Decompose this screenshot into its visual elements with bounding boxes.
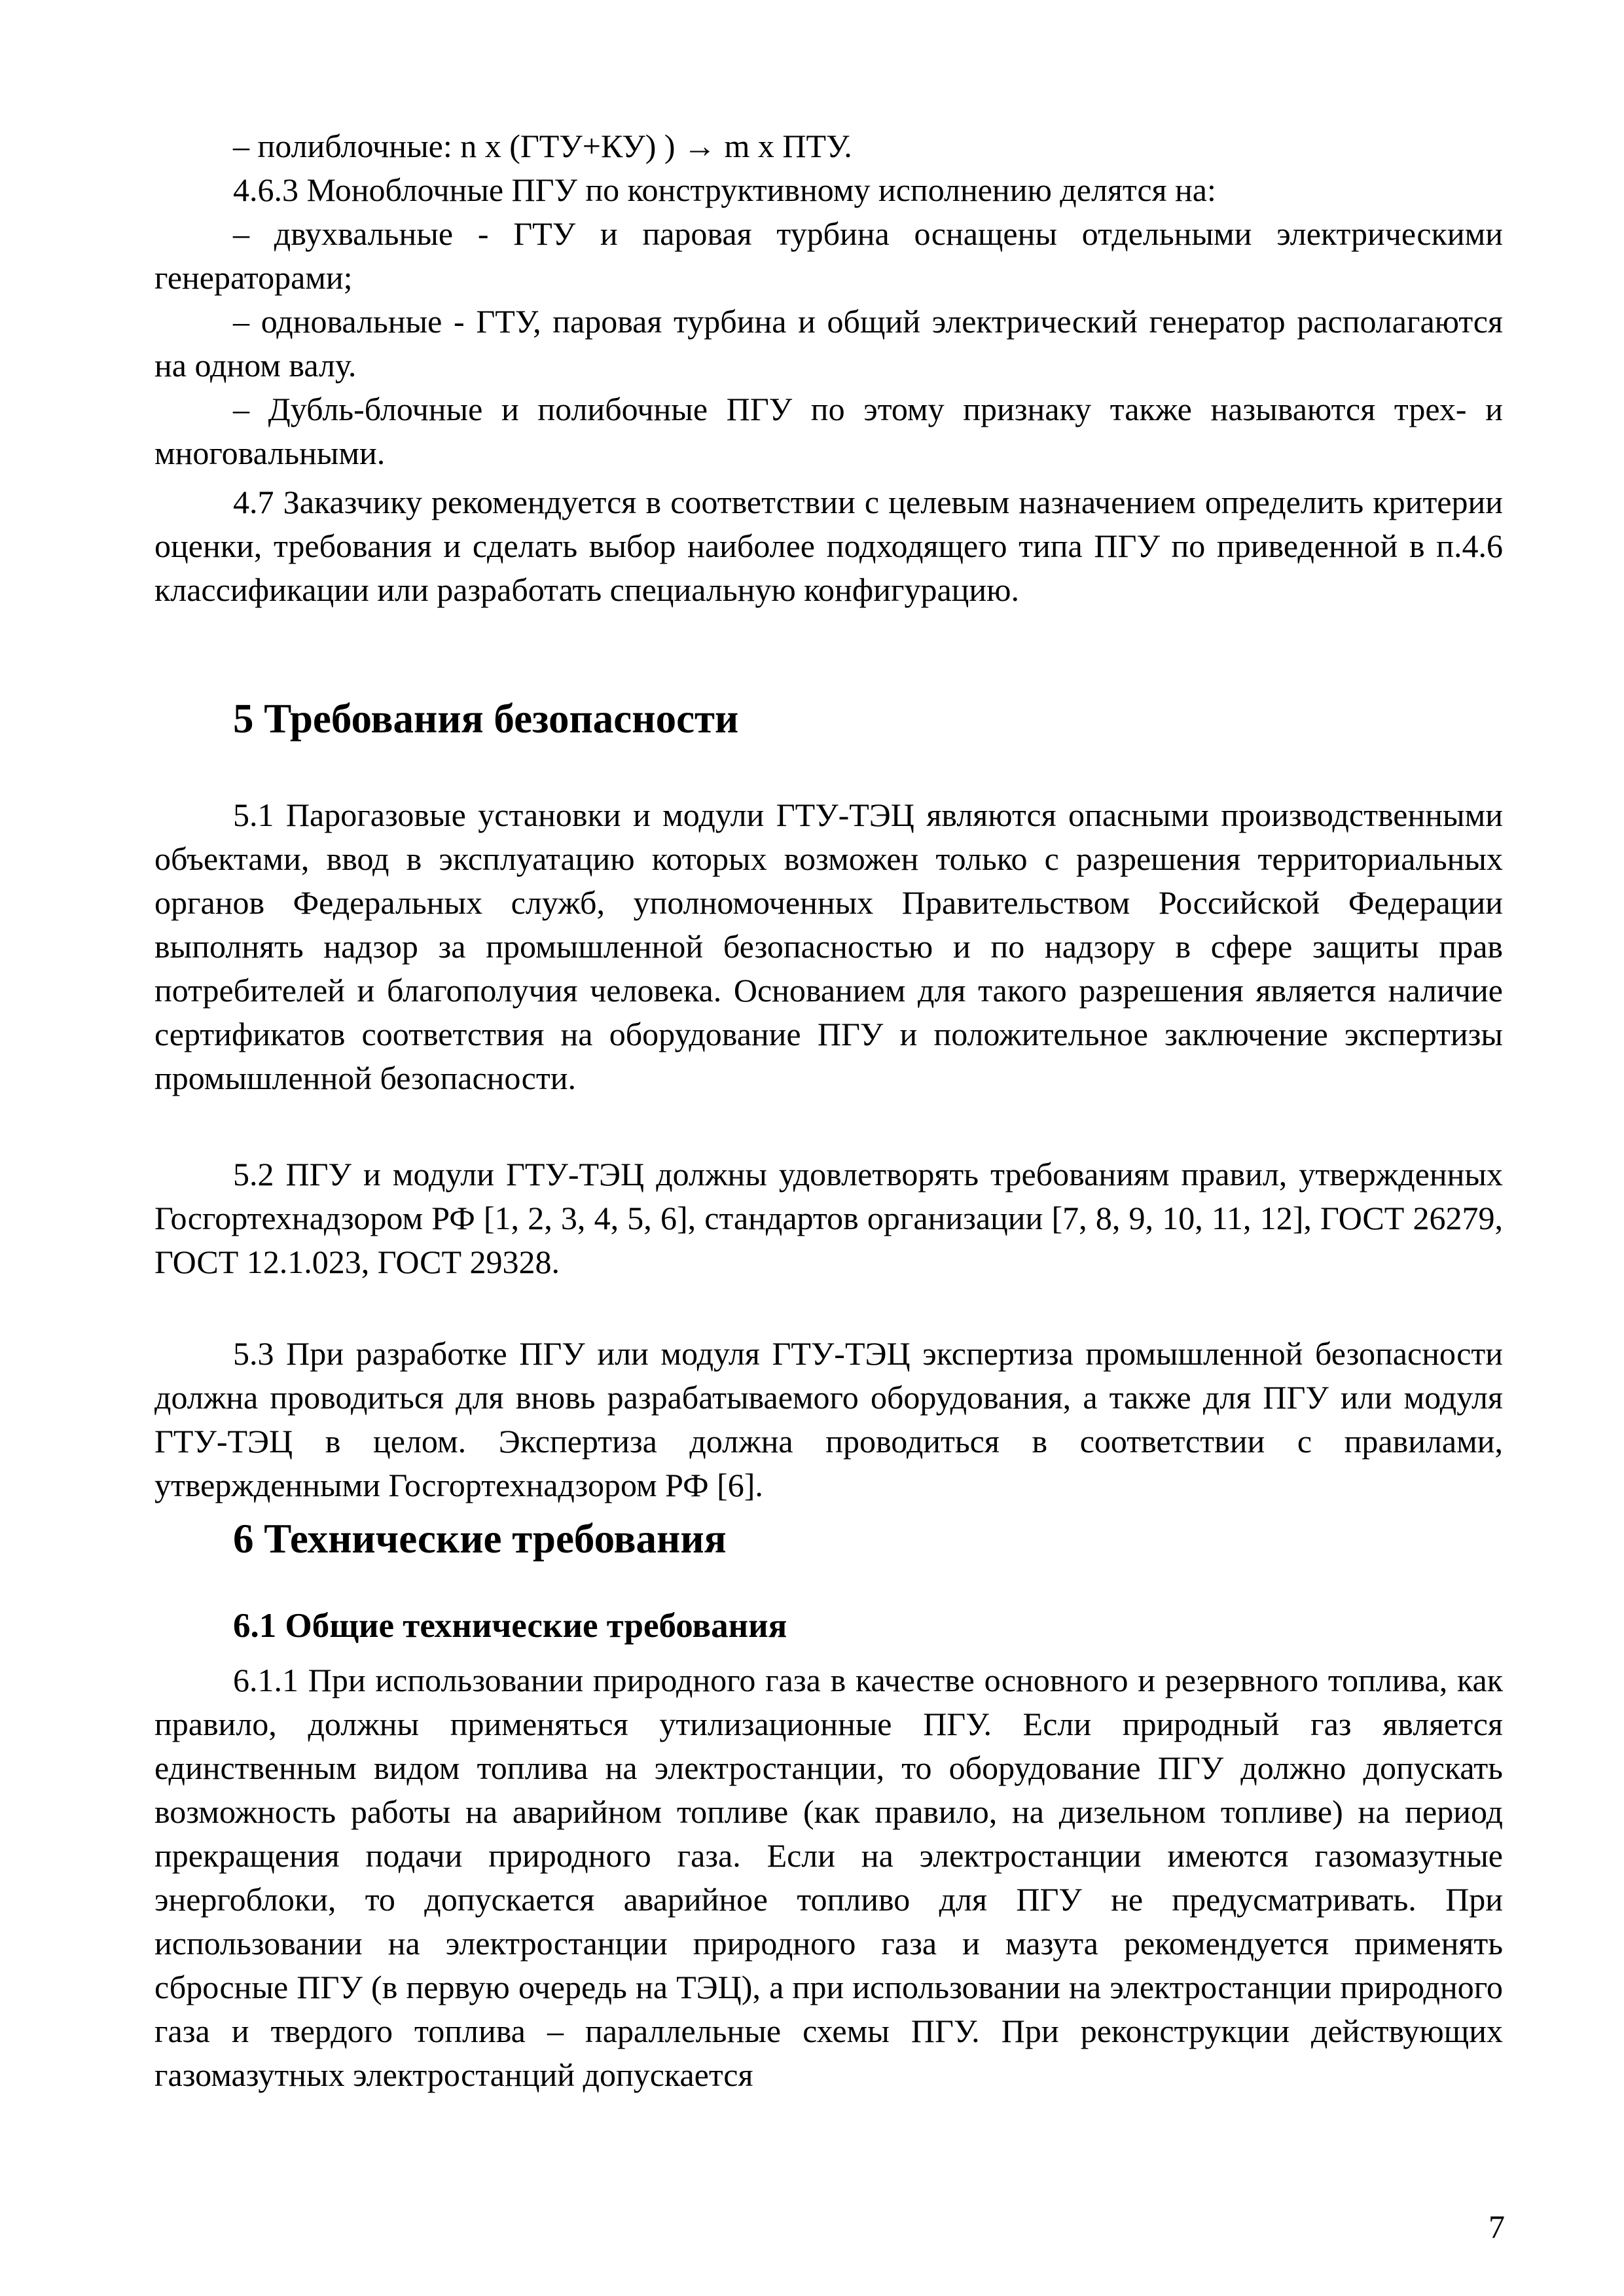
section-heading-5: 5 Требования безопасности	[233, 696, 739, 742]
list-item-single-shaft: – одновальные - ГТУ, паровая турбина и общий электрический генератор располагаются на одном валу.	[154, 303, 1503, 384]
list-item-two-shaft: – двухвальные - ГТУ и паровая турбина оснащены отдельными электрическими генераторами;	[154, 215, 1503, 296]
subsection-heading-6-1: 6.1 Общие технические требования	[233, 1607, 787, 1645]
page-number: 7	[1489, 2208, 1505, 2245]
list-item-double-block: – Дубль-блочные и полибочные ПГУ по этому признаку также называются трех- и многовальными.	[154, 391, 1503, 471]
paragraph-5-2: 5.2 ПГУ и модули ГТУ-ТЭЦ должны удовлетворять требованиям правил, утвержденных Госгортехнадзором РФ [1, 2, 3, 4, 5, 6], стандартов организации [7, 8, 9, 10, 11, 12], ГОСТ 26279, ГОСТ 12.1.023, ГОСТ 29328.	[154, 1156, 1503, 1280]
paragraph-5-1: 5.1 Парогазовые установки и модули ГТУ-ТЭЦ являются опасными производственными объектами, ввод в эксплуатацию которых возможен только с разрешения территориальных органов Федеральных служб, уполномоченных Правительством Российской Федерации выполнять надзор за промышленной безопасностью и по надзору в сфере защиты прав потребителей и благополучия человека. Основанием для такого разрешения является наличие сертификатов соответствия на оборудование ПГУ и положительное заключение экспертизы промышленной безопасности.	[154, 797, 1503, 1096]
paragraph-4-7: 4.7 Заказчику рекомендуется в соответствии с целевым назначением определить критерии оценки, требования и сделать выбор наиболее подходящего типа ПГУ по приведенной в п.4.6 классификации или разработать специальную конфигурацию.	[154, 484, 1503, 608]
paragraph-5-3: 5.3 При разработке ПГУ или модуля ГТУ-ТЭЦ экспертиза промышленной безопасности должна проводиться для вновь разрабатываемого оборудования, а также для ПГУ или модуля ГТУ-ТЭЦ в целом. Экспертиза должна проводиться в соответствии с правилами, утвержденными Госгортехнадзором РФ [6].	[154, 1335, 1503, 1503]
paragraph-6-1-1: 6.1.1 При использовании природного газа в качестве основного и резервного топлива, как правило, должны применяться утилизационные ПГУ. Если природный газ является единственным видом топлива на электростанции, то оборудование ПГУ должно допускать возможность работы на аварийном топливе (как правило, на дизельном топливе) на период прекращения подачи природного газа. Если на электростанции имеются газомазутные энергоблоки, то допускается аварийное топливо для ПГУ не предусматривать. При использовании на электростанции природного газа и мазута рекомендуется применять сбросные ПГУ (в первую очередь на ТЭЦ), а при использовании на электростанции природного газа и твердого топлива – параллельные схемы ПГУ. При реконструкции действующих газомазутных электростанций допускается	[154, 1662, 1503, 2093]
paragraph-4-6-3: 4.6.3 Моноблочные ПГУ по конструктивному исполнению делятся на:	[233, 171, 1216, 208]
list-item-polyblock: – полиблочные: n x (ГТУ+КУ) ) → m x ПТУ.	[233, 128, 852, 164]
section-heading-6: 6 Технические требования	[233, 1516, 727, 1562]
